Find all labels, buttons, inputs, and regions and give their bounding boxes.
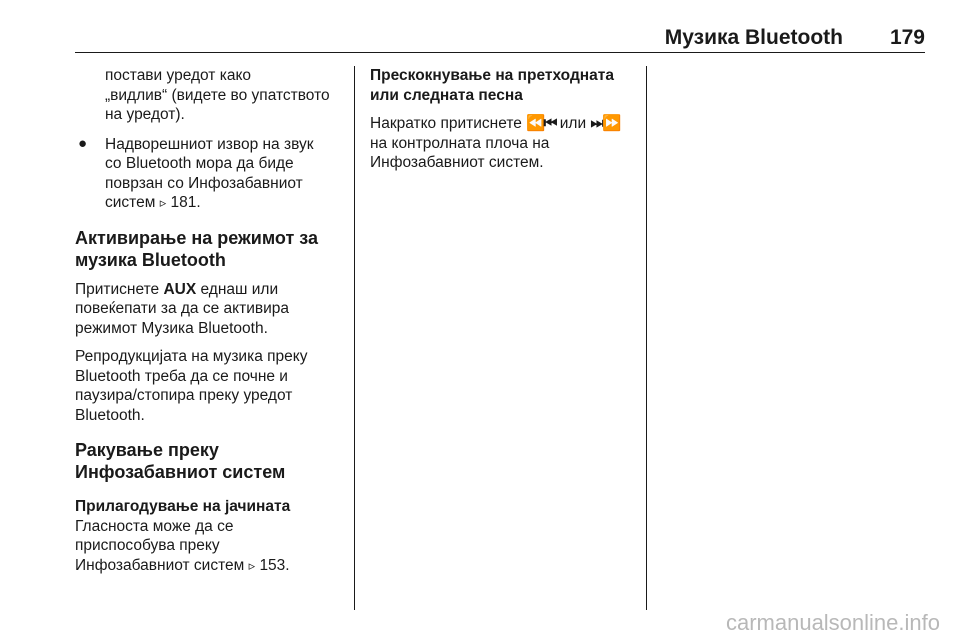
heading-line: музика Bluetooth <box>75 249 226 270</box>
text-line: Гласноста може да се <box>75 517 234 535</box>
left-column <box>75 66 350 575</box>
text-line: на контролната плоча на <box>370 134 550 152</box>
text-line: паузира/стопира преку уредот <box>75 387 293 404</box>
page-header <box>75 22 925 53</box>
text-line: приспособува преку <box>75 537 220 554</box>
text-fragment: Накратко притиснете <box>370 115 522 132</box>
text-fragment: Инфозабавниот систем <box>75 556 245 574</box>
continuation-text <box>75 66 350 125</box>
heading-line: Ракување преку <box>75 440 219 460</box>
subsection <box>75 497 350 575</box>
heading-line: Инфозабавниот систем <box>75 462 286 482</box>
text-fragment: еднаш или <box>200 280 279 298</box>
text-line <box>105 193 350 213</box>
text-line: Bluetooth. <box>75 406 145 424</box>
text-line: постави уредот како <box>105 67 252 84</box>
reference-arrow-icon: ▹ <box>248 557 256 573</box>
text-line: на уредот). <box>105 106 185 123</box>
watermark: carmanualsonline.info <box>725 610 940 635</box>
heading-line: или следната песна <box>370 86 523 104</box>
text-fragment: систем <box>105 194 156 211</box>
text-line <box>370 114 645 134</box>
column-divider <box>354 66 355 610</box>
text-line: Репродукцијата на музика преку <box>75 348 308 365</box>
sub-heading <box>370 66 645 105</box>
column-divider <box>646 66 647 610</box>
next-track-icon: ⏭⏩ <box>590 115 620 132</box>
page-reference[interactable]: 153. <box>259 556 290 574</box>
previous-track-icon: ⏪⏮ <box>526 115 556 132</box>
text-line: со Bluetooth мора да биде <box>105 155 294 172</box>
text-fragment: Притиснете <box>75 280 160 298</box>
page-reference[interactable]: 181. <box>170 194 201 211</box>
section-heading <box>75 227 350 271</box>
text-line <box>75 556 350 576</box>
text-line <box>75 280 350 300</box>
sub-heading: Прилагодување на јачината <box>75 498 291 515</box>
bullet-item <box>75 135 350 213</box>
text-line: Надворешниот извор на звук <box>105 135 314 153</box>
bullet-icon: ● <box>78 134 88 152</box>
heading-line: Активирање на режимот за <box>75 227 318 248</box>
text-line: „видлив“ (видете во упатството <box>105 86 330 104</box>
text-line: режимот Музика Bluetooth. <box>75 319 268 337</box>
reference-arrow-icon: ▹ <box>159 195 167 210</box>
text-line: Bluetooth треба да се почне и <box>75 367 288 385</box>
paragraph <box>370 114 645 173</box>
header-title: Музика Bluetooth <box>664 26 843 49</box>
text-fragment: или <box>559 115 587 132</box>
paragraph <box>75 347 350 425</box>
aux-key-label: AUX <box>163 280 197 298</box>
paragraph <box>75 280 350 339</box>
page-number: 179 <box>889 26 925 49</box>
heading-line: Прескокнување на претходната <box>370 67 614 84</box>
section-heading <box>75 439 350 483</box>
middle-column <box>370 66 645 173</box>
text-line: повеќепати за да се активира <box>75 300 289 317</box>
text-line: поврзан со Инфозабавниот <box>105 174 303 192</box>
text-line: Инфозабавниот систем. <box>370 154 544 171</box>
